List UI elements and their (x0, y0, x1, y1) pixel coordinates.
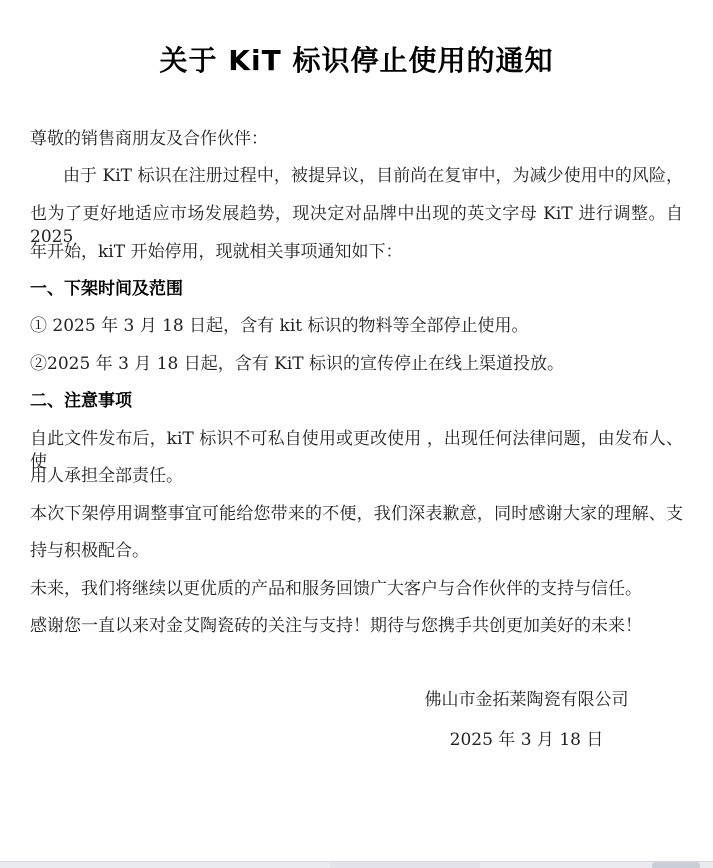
section2-heading: 二、注意事项 (30, 391, 132, 411)
intro-line-2: 也为了更好地适应市场发展趋势，现决定对品牌中出现的英文字母 KiT 进行调整。自 2025 (30, 204, 683, 247)
horizontal-scrollbar[interactable] (0, 861, 713, 868)
intro-line-1: 由于 KiT 标识在注册过程中，被提异议，目前尚在复审中，为减少使用中的风险， (63, 166, 683, 186)
section1-heading: 一、下架时间及范围 (30, 279, 183, 299)
horizontal-scrollbar-thumb[interactable] (652, 862, 700, 868)
section2-para2-line-1: 本次下架停用调整事宜可能给您带来的不便，我们深表歉意，同时感谢大家的理解、支 (30, 504, 683, 524)
section2-para2-line-2: 持与积极配合。 (30, 541, 149, 561)
section2-para3: 未来，我们将继续以更优质的产品和服务回馈广大客户与合作伙伴的支持与信任。 (30, 579, 642, 599)
signature-date: 2025 年 3 月 18 日 (449, 730, 604, 750)
section2-para1-line-1: 自此文件发布后，kiT 标识不可私自使用或更改使用 ，出现任何法律问题，由发布人、使 (30, 429, 683, 472)
document-title: 关于 KiT 标识停止使用的通知 (159, 44, 554, 77)
signature-company: 佛山市金拓莱陶瓷有限公司 (424, 690, 629, 710)
signature-company-block (360, 689, 693, 712)
section1-item-2: ②2025 年 3 月 18 日起，含有 KiT 标识的宣传停止在线上渠道投放。 (30, 354, 565, 374)
section1-item-1: ① 2025 年 3 月 18 日起，含有 kit 标识的物料等全部停止使用。 (30, 316, 529, 336)
section2-para1-line-2: 用人承担全部责任。 (30, 466, 183, 486)
signature-date-block (360, 729, 693, 752)
salutation: 尊敬的销售商朋友及合作伙伴： (30, 129, 268, 149)
intro-line-3: 年开始，kiT 开始停用，现就相关事项通知如下： (30, 242, 403, 262)
horizontal-scrollbar-shadow (330, 862, 480, 868)
section2-para4: 感谢您一直以来对金艾陶瓷砖的关注与支持！期待与您携手共创更加美好的未来！ (30, 616, 642, 636)
